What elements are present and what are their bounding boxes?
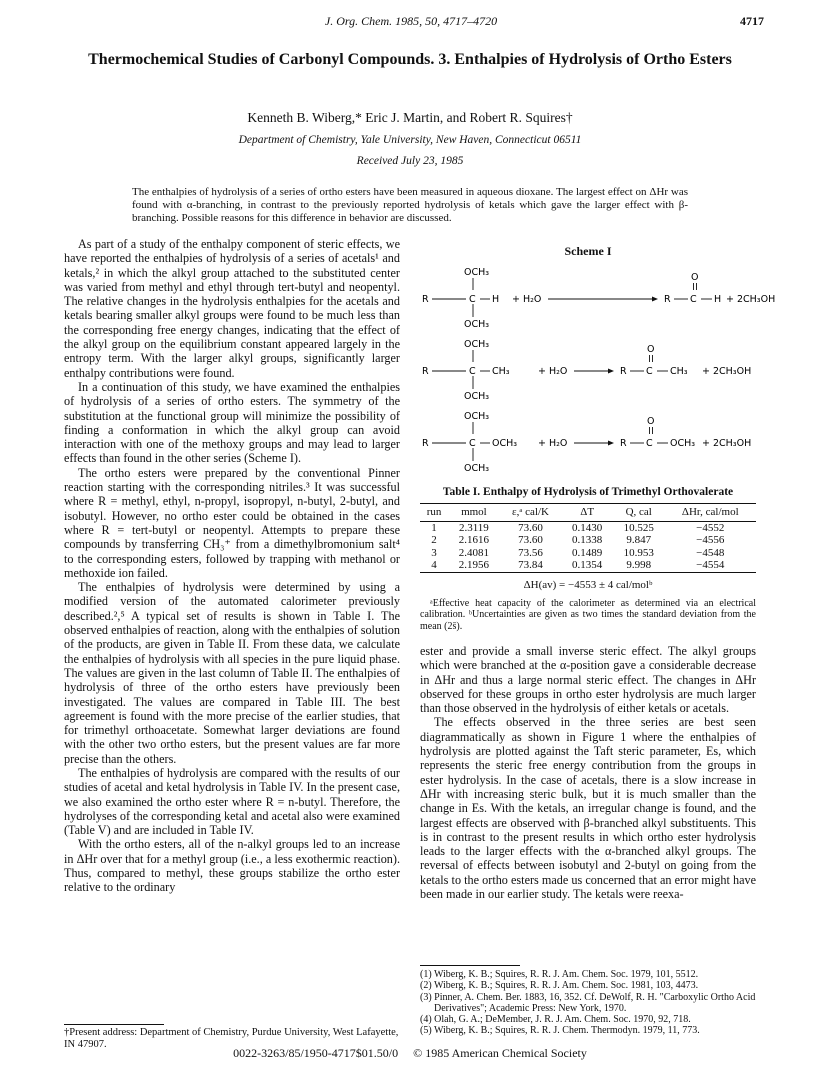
table-cell: 1 [431,521,437,534]
paragraph: The effects observed in the three series are best seen diagrammatically as shown in Figure 1 where the enthalpies of hydrolysis are plotted against the Taft steric parameter, Es, which represents the steric free energy contribution from the groups in ester hydrolysis. In the case of acetals, there is a slow increase in ΔHr with increasing steric bulk, but it is much smaller than the change in Es. With the ketals, an irregular change is found, and the largest effects are observed with β-branched alkyl substituents. This is in contrast to the present results in which ortho ester hydrolysis leads to the larger effects with the α-branched alkyl groups. The reversal of effects between isobutyl and 2-butyl on going from the ketals to the ortho esters made us concerned that an error might have been made in our earlier study. The ketals were reexa- [420,715,756,902]
scheme-carbon: C [469,294,476,306]
table-cell: 10.953 [623,546,654,559]
scheme-substituent: CH₃ [492,366,510,378]
reference-item: (4) Olah, G. A.; DeMember, J. R. J. Am. Chem. Soc. 1970, 92, 718. [420,1014,691,1026]
table-cell: 2.1616 [458,534,490,547]
scheme-carbon: C [469,438,476,450]
scheme-methoxy-bottom: OCH₃ [464,391,490,403]
page-number: 4717 [740,14,764,28]
table-cell: 2 [431,534,437,547]
table-cell: 2.4081 [458,546,490,559]
scheme-methoxy-bottom: OCH₃ [464,463,490,475]
table-cell: 73.60 [518,521,543,534]
table-header-row [420,504,756,521]
scheme-arrowhead [608,441,614,446]
col-header: ε,ᵃ cal/K [500,504,562,521]
scheme-carbonyl-oxygen: O [647,344,655,356]
table-average: ΔH(av) = −4553 ± 4 cal/molᵇ [523,578,653,591]
references-divider [420,965,520,966]
scheme-title: Scheme I [564,244,612,258]
scheme-water: + H₂O [538,438,568,450]
paragraph: With the ortho esters, all of the n-alkyl groups led to an increase in ΔHr over that for a methyl group (i.e., a less exothermic reaction). Thus, compared to methyl, these groups stabilize the ortho ester relative to the ordinary [64,837,400,895]
affiliation: Department of Chemistry, Yale University, New Haven, Connecticut 06511 [238,134,582,146]
scheme-drawing [420,262,776,480]
table-footnote: ᵃEffective heat capacity of the calorimeter as determined via an electrical calibration. ᵇUncertainties are given as two times the standard deviation from the mean (2s̄). [420,597,756,632]
table-cell: 73.84 [500,559,562,572]
article-code: 0022-3263/85/1950-4717$01.50/0 [233,1046,399,1060]
table-row [420,547,756,560]
paragraph: The enthalpies of hydrolysis were determined by using a modified version of the automated calorimeter previously described.²,⁵ A typical set of results is shown in Table I. The observed enthalpies of reaction, along with the enthalpies of solution of the products, are given in Table II. From these data, we calculate the enthalpies of hydrolysis with all species in the pure liquid phase. The values are given in the last column of Table II. The enthalpies of hydrolysis of three of the ortho esters have previously been investigated. The values are compared in Table III. The best agreement is found with the more precise of the earlier studies, that for trimethyl orthoacetate. Somewhat larger deviations are found with the other two ortho esters, but the present values are far more precise than the others. [64,580,400,766]
running-header [58,14,764,30]
scheme-methanol: + 2CH₃OH [702,366,752,378]
col-header: ΔHr, cal/mol [665,504,756,521]
paragraph: ester and provide a small inverse steric effect. The alkyl groups which were branched at the α-position gave a considerable decrease in ΔHr and thus a large normal steric effect. The changes in ΔHr observed for these groups in ortho ester hydrolysis are much larger than those observed in the hydrolysis of either ketals or acetals. [420,644,756,716]
scheme-r-group: R [422,366,429,378]
footnote-divider [64,1024,164,1025]
scheme-product-substituent: CH₃ [670,366,688,378]
scheme-methoxy-top: OCH₃ [464,411,490,423]
table-title: Table I. Enthalpy of Hydrolysis of Trimethyl Orthovalerate [442,486,734,499]
scheme-methoxy-top: OCH₃ [464,339,490,351]
scheme-product-substituent: OCH₃ [670,438,696,450]
table-cell: 73.56 [518,546,543,559]
scheme-methoxy-top: OCH₃ [464,267,490,279]
table-cell: 10.525 [623,521,654,534]
table-cell: 0.1354 [561,559,613,572]
scheme-methanol: + 2CH₃OH [702,438,752,450]
right-column-top [420,244,776,632]
table-cell: 2.1956 [448,559,500,572]
copyright: © 1985 American Chemical Society [413,1046,587,1060]
author-footnote: †Present address: Department of Chemistry, Purdue University, West Lafayette, IN 47907. [64,1027,399,1050]
references [420,969,756,1037]
scheme-product-r: R [664,294,671,306]
table-row [420,534,756,547]
col-header: mmol [448,504,500,521]
col-header: run [420,504,448,521]
scheme-carbonyl-oxygen: O [647,416,655,428]
table-cell: 9.847 [626,534,652,547]
reference-item: (2) Wiberg, K. B.; Squires, R. R. J. Am. Chem. Soc. 1981, 103, 4473. [420,980,699,992]
table-cell: −4554 [665,559,756,572]
table-cell: −4548 [696,546,725,559]
table-cell: 0.1430 [572,521,603,534]
scheme-carbonyl-oxygen: O [691,272,699,284]
article-title: Thermochemical Studies of Carbonyl Compounds. 3. Enthalpies of Hydrolysis of Ortho Esters [88,51,732,68]
scheme-arrowhead [608,369,614,374]
scheme-product-r: R [620,366,627,378]
scheme-product-carbon: C [690,294,697,306]
scheme-product-carbon: C [646,438,653,450]
right-column-body [420,644,756,901]
journal-citation: J. Org. Chem. 1985, 50, 4717–4720 [324,14,498,28]
paragraph: The enthalpies of hydrolysis are compared with the results of our studies of acetal and ketal hydrolysis in Table IV. In the present case, we also examined the ortho ester where R = n-butyl. Therefore, the hydrolyses of the corresponding ketal and acetal also were examined (Table V) and are included in Table IV. [64,765,400,838]
scheme-product-r: R [620,438,627,450]
author-list: Kenneth B. Wiberg,* Eric J. Martin, and Robert R. Squires† [247,110,573,125]
table-row [420,559,756,572]
scheme-arrowhead [652,297,658,302]
abstract: The enthalpies of hydrolysis of a series of ortho esters have been measured in aqueous dioxane. The largest effect on ΔHr was found with α-branching, in contrast to the previously reported hydrolysis of ketals which gave the larger effect with β-branching. Possible reasons for this difference in behavior are discussed. [132,186,688,225]
scheme-carbon: C [469,366,476,378]
table-row [420,521,756,534]
reference-item: (3) Pinner, A. Chem. Ber. 1883, 16, 352. Cf. DeWolf, R. H. "Carboxylic Ortho Acid Derivatives"; Academic Press: New York, 1970. [420,991,756,1014]
table-cell: 9.998 [613,559,665,572]
paragraph: In a continuation of this study, we have examined the enthalpies of hydrolysis of a series of ortho esters. The symmetry of the substitution at the functional group will minimize the possibility of finding a conformation in which the alkyl group can avoid interaction with one of the methoxy groups and may lead to larger effects than found in the other series (Scheme I). [64,379,400,466]
paragraph: The ortho esters were prepared by the conventional Pinner reaction starting with the corresponding nitriles.³ It was successful where R = methyl, ethyl, n-propyl, isopropyl, n-butyl, 2-butyl, and isobutyl. However, no ortho ester could be obtained in the cases where R = tert-butyl or neopentyl. Attempts to prepare these compounds by transferring CH₃⁺ from a dimethylbromonium salt⁴ to the corresponding esters, followed by trapping with methanol or methoxide ion failed. [64,465,400,580]
scheme-product-carbon: C [646,366,653,378]
table-cell: 0.1489 [572,546,603,559]
col-header: ΔT [561,504,613,521]
scheme-product-substituent: H [714,294,722,306]
reaction-scheme [420,262,776,480]
table-cell: 2.3119 [458,521,489,534]
table-cell: −4552 [696,521,725,534]
scheme-r-group: R [422,294,429,306]
reference-item: (1) Wiberg, K. B.; Squires, R. R. J. Am. Chem. Soc. 1979, 101, 5512. [420,969,699,980]
scheme-water: + H₂O [512,294,542,306]
paragraph: As part of a study of the enthalpy component of steric effects, we have reported the enthalpies of hydrolysis of a series of acetals¹ and ketals,² in which the alkyl group attached to the substituted center was varied from methyl and ethyl through tert-butyl and neopentyl. The relative changes in the hydrolysis enthalpies for the acetals and ketals bearing smaller alkyl groups were found to be much less than the corresponding free energy changes, indicating that the effect of the alkyl group on the equilibrium constant appeared largely in the entropy term. With the larger alkyl groups, significantly larger enthalpy contributions were found. [64,237,400,380]
scheme-r-group: R [422,438,429,450]
table-cell: −4556 [696,534,725,547]
scheme-methanol: + 2CH₃OH [726,294,776,306]
scheme-substituent: OCH₃ [492,438,518,450]
scheme-substituent: H [492,294,500,306]
reference-item: (5) Wiberg, K. B.; Squires, R. R. J. Chem. Thermodyn. 1979, 11, 773. [420,1025,700,1037]
table-cell: 0.1338 [572,534,603,547]
scheme-water: + H₂O [538,366,568,378]
page-footer [60,1046,760,1061]
received-date: Received July 23, 1985 [356,155,464,167]
left-column [64,237,400,895]
table-cell: 73.60 [518,534,543,547]
scheme-methoxy-bottom: OCH₃ [464,319,490,331]
data-table [420,503,756,572]
table-cell: 4 [420,559,448,572]
table-cell: 3 [431,546,437,559]
col-header: Q, cal [613,504,665,521]
